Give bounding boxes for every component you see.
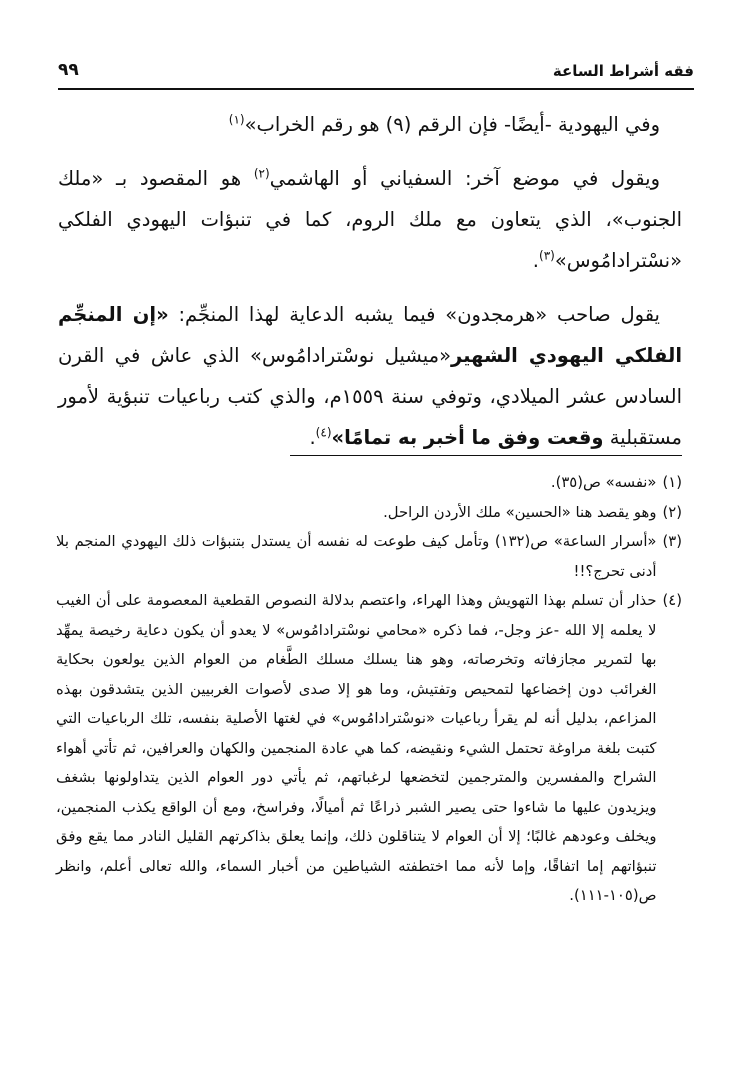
paragraph-3-lead: يقول صاحب «هرمجدون» فيما يشبه الدعاية لهذا المنجِّم:: [168, 303, 660, 326]
paragraph-2-part2: هو المقصود بـ «ملك الجنوب»، الذي يتعاون مع ملك الروم، كما في تنبؤات اليهودي الفلكي «نسْترادامُوس»: [58, 167, 682, 272]
paragraph-3-end: .: [309, 426, 316, 449]
page-number: ٩٩: [58, 60, 79, 80]
paragraph-2-part1: ويقول في موضع آخر: السفياني أو الهاشمي: [269, 167, 660, 190]
footnote-2: [56, 498, 682, 528]
page-header: [58, 52, 694, 88]
footnote-text: وهو يقصد هنا «الحسين» ملك الأردن الراحل.: [383, 503, 657, 521]
footnote-3: [56, 527, 682, 586]
footnotes: [56, 468, 682, 911]
footnote-ref-1: (١): [228, 112, 245, 127]
main-text: [58, 104, 682, 471]
footnote-text: «نفسه» ص(٣٥).: [550, 474, 657, 491]
footnote-number: (٣): [662, 533, 682, 550]
footnote-number: (٤): [662, 592, 682, 609]
footnote-text: «أسرار الساعة» ص(١٣٢) وتأمل كيف طوعت له نفسه أن يستدل بتنبؤات ذلك اليهودي المنجم بلا أدنى تحرج؟!!: [56, 533, 657, 580]
footnote-text: حذار أن تسلم بهذا التهويش وهذا الهراء، واعتصم بدلالة النصوص القطعية المعصومة على أن الغيب لا يعلمه إلا الله -عز وجل-، فما ذكره «محامي نوسْترادامُوس» لا يعدو أن يكون دعاية رخيصة يمهِّد بها لتمرير مجازفاته وتخرصاته، وهو هنا يسلك مسلك الطَّغام من العوام الذين يولعون بحكاية الغرائب دون إخضاعها لتمحيص وتفتيش، وما هو إلا صدى لأصوات الغربيين الذين يتشدقون بهذه المزاعم، بدليل أنه لم يقرأ رباعيات «نوسْترادامُوس» في لغتها الأصلية بنفسه، تلك الرباعيات التي كتبت بلغة مراوغة تحتمل الشيء ونقيضه، كما هي عادة المنجمين والكهان والعرافين، ثم تأتي أهواء الشراح والمفسرين والمترجمين لتخضعها لرغباتهم، ثم يأتي دور العوام الذين يتداولونها بشغف ويزيدون عليها ما شاءوا حتى يصير الشبر ذراعًا ثم أميالًا، وفراسخ، ومع أن الواقع يكذب المنجمين، ويخلف وعودهم غالبًا؛ إلا أن العوام لا يتناقلون ذلك، وإنما يعلق بذاكرتهم القليل النادر مما يقع وفق تنبؤاتهم إما اتفاقًا، وإما لأنه مما اختطفته الشياطين من أخبار السماء، والله تعالى أعلم، وانظر ص(١٠٥-١١١).: [56, 592, 657, 904]
footnote-separator: [290, 455, 682, 456]
running-title: فقه أشراط الساعة: [552, 62, 694, 80]
paragraph-3-bold-quote: «إن المنجِّم الفلكي اليهودي الشهير: [58, 303, 682, 367]
paragraph-1-text: وفي اليهودية -أيضًا- فإن الرقم (٩) هو رقم الخراب»: [244, 113, 660, 136]
paragraph-3: [58, 294, 682, 458]
footnote-number: (٢): [662, 503, 682, 521]
header-rule: [58, 88, 694, 90]
footnote-ref-4: (٤): [315, 425, 332, 440]
paragraph-3-middle: «ميشيل نوسْترادامُوس» الذي عاش في القرن السادس عشر الميلادي، وتوفي سنة ١٥٥٩م، والذي كتب رباعيات تنبؤية لأمور مستقبلية: [58, 344, 683, 449]
paragraph-2-end: .: [532, 249, 539, 272]
paragraph-1: [58, 104, 682, 145]
footnote-ref-2: (٢): [253, 166, 270, 181]
paragraph-2: [58, 158, 682, 281]
footnote-4: [56, 586, 682, 911]
footnote-number: (١): [662, 474, 682, 491]
footnote-1: [56, 468, 682, 498]
paragraph-3-bold-ending: وقعت وفق ما أخبر به تمامًا»: [331, 426, 604, 449]
footnote-ref-3: (٣): [539, 248, 555, 263]
